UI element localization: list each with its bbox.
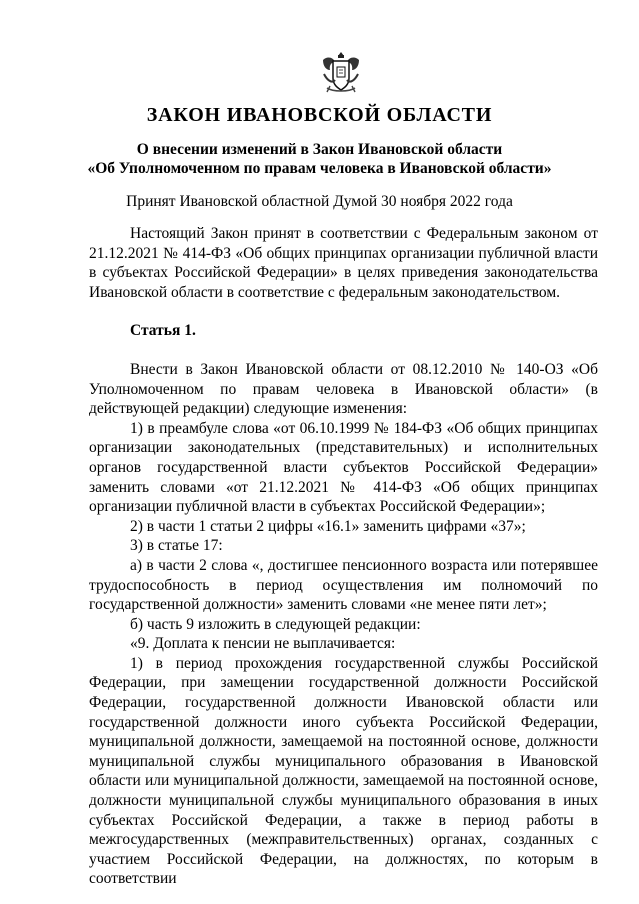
article-heading: Статья 1.	[130, 322, 196, 340]
article-paragraph: 3) в статье 17:	[130, 537, 223, 555]
preamble-paragraph: Настоящий Закон принят в соответствии с Федеральным законом от 21.12.2021 № 414-ФЗ «Об общих принципах организации публичной власти в субъектах Российской Федерации» в целях приведения законодательства Ивановской области в соответствие с федеральным законодательством.	[89, 225, 598, 301]
article-paragraph: б) часть 9 изложить в следующей редакции:	[130, 615, 421, 633]
article-paragraph: 1) в период прохождения государственной службы Российской Федерации, при замещении государственной должности Российской Федерации, государственной должности Ивановской области или государственной должности иного субъекта Российской Федерации, муниципальной должности, замещаемой на постоянной основе, должности муниципальной службы муниципального образования в Ивановской области или муниципальной должности, замещаемой на постоянной основе, должности муниципальной службы муниципального образования в иных субъектах Российской Федерации, а также в период работы в межгосударственных (межправительственных) органах, созданных с участием Российской Федерации, на должностях, по которым в соответствии	[89, 654, 598, 888]
law-subtitle-line-2: «Об Уполномоченном по правам человека в Ивановской области»	[87, 160, 552, 177]
article-paragraph: 1) в преамбуле слова «от 06.10.1999 № 184-ФЗ «Об общих принципах организации законодательных (представительных) и исполнительных органов государственной власти субъектов Российской Федерации» заменить словами «от 21.12.2021 № 414-ФЗ «Об общих принципах организации публичной власти в субъектах Российской Федерации»;	[89, 419, 598, 516]
article-paragraph: Внести в Закон Ивановской области от 08.12.2010 № 140-ОЗ «Об Уполномоченном по правам человека в Ивановской области» (в действующей редакции) следующие изменения:	[89, 360, 598, 418]
article-paragraph: 2) в части 1 статьи 2 цифры «16.1» заменить цифрами «37»;	[130, 517, 526, 535]
coat-of-arms-emblem	[318, 50, 364, 96]
law-subtitle-line-1: О внесении изменений в Закон Ивановской области	[136, 141, 503, 158]
law-body	[89, 224, 598, 889]
article-paragraph: а) в части 2 слова «, достигшее пенсионного возраста или потерявшее трудоспособность в период осуществления им полномочий по государственной должности» заменить словами «не менее пяти лет»;	[89, 556, 598, 614]
adoption-statement: Принят Ивановской областной Думой 30 ноября 2022 года	[126, 193, 513, 210]
coat-of-arms-icon	[318, 50, 364, 96]
law-subtitle	[0, 140, 639, 178]
article-paragraph: «9. Доплата к пенсии не выплачивается:	[130, 635, 396, 653]
law-title: ЗАКОН ИВАНОВСКОЙ ОБЛАСТИ	[146, 104, 493, 126]
